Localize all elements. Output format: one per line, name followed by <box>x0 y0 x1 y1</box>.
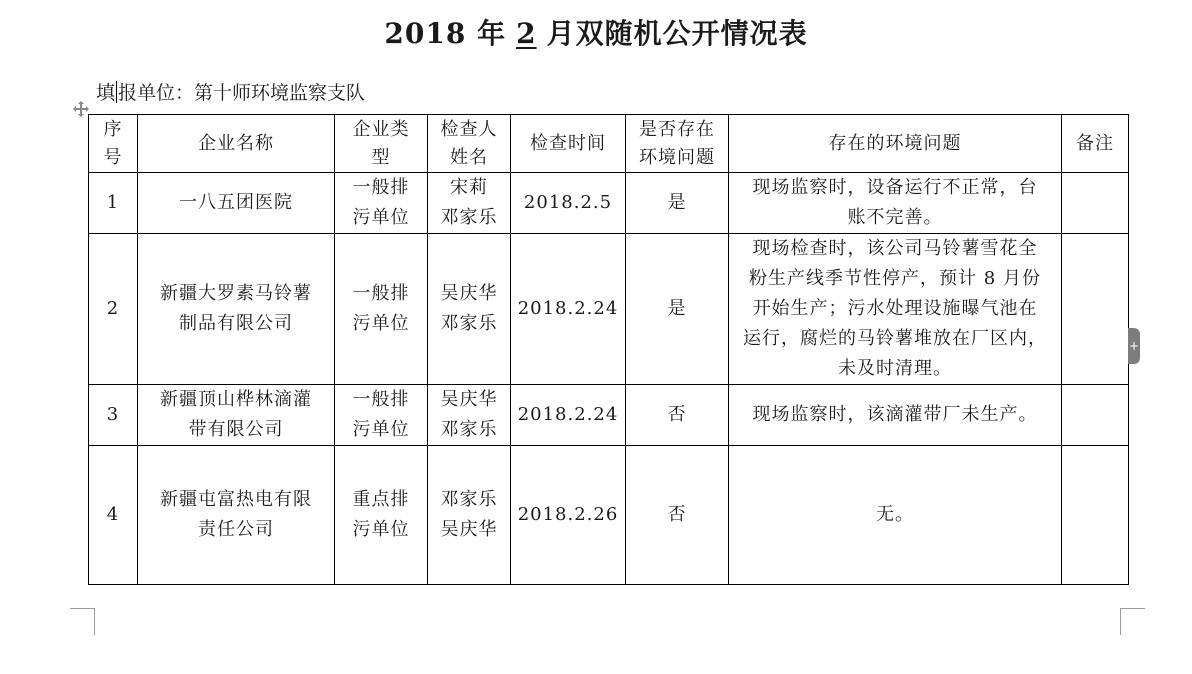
plus-icon[interactable]: + <box>1128 328 1140 364</box>
cell-exists: 否 <box>626 446 729 585</box>
text-cursor <box>116 81 117 103</box>
page-corner-mark-right <box>1120 608 1145 635</box>
table-header-row <box>89 115 1129 173</box>
header-time: 检查时间 <box>511 115 626 173</box>
cell-seq: 3 <box>89 385 138 446</box>
title-suffix: 月双随机公开情况表 <box>546 17 808 50</box>
header-exists: 是否存在 环境问题 <box>626 115 729 173</box>
page-corner-mark-left <box>70 608 95 635</box>
header-problem: 存在的环境问题 <box>729 115 1062 173</box>
cell-exists: 是 <box>626 234 729 385</box>
cell-company: 新疆大罗素马铃薯 制品有限公司 <box>138 234 335 385</box>
inspection-table <box>88 114 1129 585</box>
header-type: 企业类 型 <box>335 115 428 173</box>
cell-company: 新疆屯富热电有限 责任公司 <box>138 446 335 585</box>
cell-company: 新疆顶山桦林滴灌 带有限公司 <box>138 385 335 446</box>
cell-exists: 否 <box>626 385 729 446</box>
cell-remark <box>1062 173 1129 234</box>
reporting-unit-label-b: 报单位： <box>118 82 195 104</box>
cell-inspector: 邓家乐 吴庆华 <box>428 446 511 585</box>
cell-time: 2018.2.24 <box>511 234 626 385</box>
cell-time: 2018.2.5 <box>511 173 626 234</box>
header-seq: 序 号 <box>89 115 138 173</box>
cell-time: 2018.2.26 <box>511 446 626 585</box>
cell-seq: 4 <box>89 446 138 585</box>
header-remark: 备注 <box>1062 115 1129 173</box>
title-month: 2 <box>516 17 537 50</box>
cell-company: 一八五团医院 <box>138 173 335 234</box>
cell-inspector: 吴庆华 邓家乐 <box>428 385 511 446</box>
move-icon[interactable] <box>73 101 89 117</box>
cell-seq: 2 <box>89 234 138 385</box>
cell-problem: 现场检查时，该公司马铃薯雪花全 粉生产线季节性停产，预计 8 月份 开始生产；污水处理设施曝气池在 运行，腐烂的马铃薯堆放在厂区内， 未及时清理。 <box>729 234 1062 385</box>
cell-inspector: 宋莉 邓家乐 <box>428 173 511 234</box>
cell-seq: 1 <box>89 173 138 234</box>
reporting-unit-label-a: 填 <box>96 82 116 104</box>
cell-type: 一般排 污单位 <box>335 173 428 234</box>
cell-type: 一般排 污单位 <box>335 385 428 446</box>
cell-problem: 无。 <box>729 446 1062 585</box>
header-company: 企业名称 <box>138 115 335 173</box>
table-row <box>89 173 1129 234</box>
cell-remark <box>1062 446 1129 585</box>
cell-problem: 现场监察时，该滴灌带厂未生产。 <box>729 385 1062 446</box>
page-title <box>0 12 1192 52</box>
cell-time: 2018.2.24 <box>511 385 626 446</box>
table-row <box>89 385 1129 446</box>
header-inspector: 检查人 姓名 <box>428 115 511 173</box>
cell-problem: 现场监察时，设备运行不正常，台 账不完善。 <box>729 173 1062 234</box>
cell-type: 一般排 污单位 <box>335 234 428 385</box>
move-icon-svg <box>73 101 89 117</box>
table-row <box>89 446 1129 585</box>
reporting-unit-value: 第十师环境监察支队 <box>194 82 366 104</box>
cell-remark <box>1062 234 1129 385</box>
title-prefix: 2018 年 <box>384 17 507 50</box>
cell-inspector: 吴庆华 邓家乐 <box>428 234 511 385</box>
cell-type: 重点排 污单位 <box>335 446 428 585</box>
table-row <box>89 234 1129 385</box>
cell-exists: 是 <box>626 173 729 234</box>
reporting-unit <box>96 78 365 105</box>
cell-remark <box>1062 385 1129 446</box>
